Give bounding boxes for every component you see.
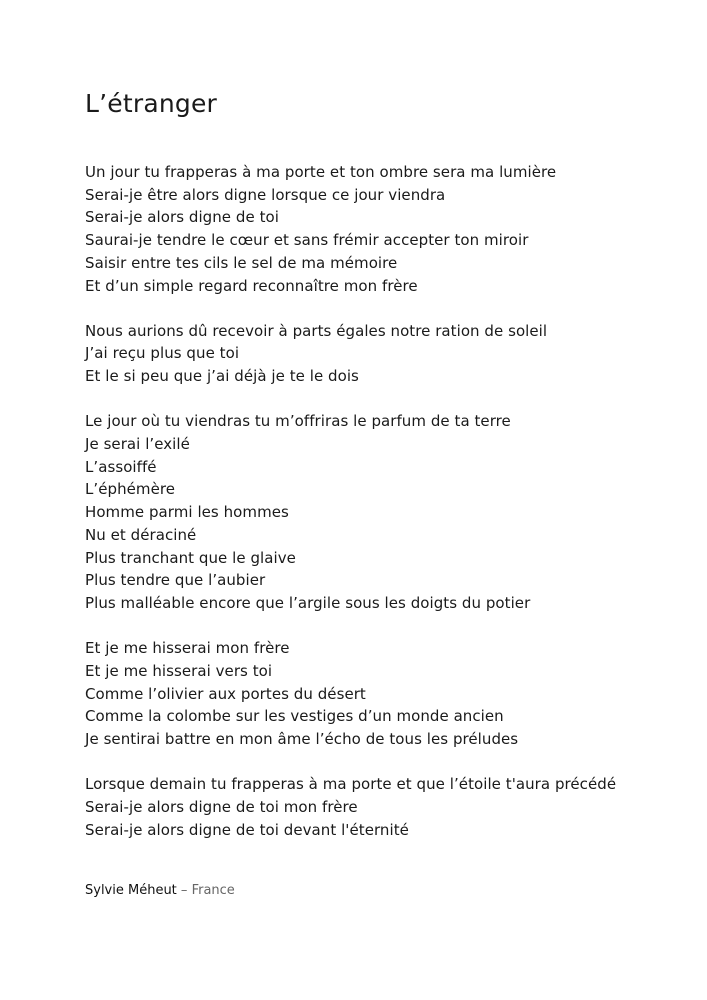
poem-line: Plus malléable encore que l’argile sous les doigts du potier <box>85 593 531 612</box>
poem-line: Et le si peu que j’ai déjà je te le dois <box>85 367 359 386</box>
poem-line: Et je me hisserai vers toi <box>85 661 273 680</box>
poem-body <box>85 161 695 864</box>
poem-line: Je serai l’exilé <box>85 435 190 454</box>
stanza <box>85 773 695 841</box>
poem-line: Comme l’olivier aux portes du désert <box>85 684 366 703</box>
poem-line: Plus tranchant que le glaive <box>85 548 296 567</box>
poem-line: Saisir entre tes cils le sel de ma mémoire <box>85 253 398 272</box>
stanza <box>85 161 695 297</box>
signature-separator: – <box>180 883 188 898</box>
poem-line: Nous aurions dû recevoir à parts égales notre ration de soleil <box>85 321 548 340</box>
poem-line: Nu et déraciné <box>85 525 197 544</box>
author-country: France <box>191 883 235 898</box>
stanza <box>85 637 695 751</box>
poem-title: L’étranger <box>85 89 218 118</box>
poem-line: L’assoiffé <box>85 457 157 476</box>
poem-line: Serai-je alors digne de toi <box>85 208 279 227</box>
poem-line: J’ai reçu plus que toi <box>85 344 240 363</box>
poem-line: Serai-je alors digne de toi mon frère <box>85 797 358 816</box>
stanza <box>85 320 695 388</box>
poem-line: Homme parmi les hommes <box>85 503 289 522</box>
poem-line: Serai-je alors digne de toi devant l'éternité <box>85 820 409 839</box>
signature <box>85 881 235 901</box>
poem-line: Et d’un simple regard reconnaître mon frère <box>85 276 418 295</box>
poem-line: Plus tendre que l’aubier <box>85 571 266 590</box>
poem-line: Serai-je être alors digne lorsque ce jour viendra <box>85 185 446 204</box>
poem-line: L’éphémère <box>85 480 176 499</box>
poem-line: Saurai-je tendre le cœur et sans frémir accepter ton miroir <box>85 231 529 250</box>
poem-line: Un jour tu frapperas à ma porte et ton ombre sera ma lumière <box>85 163 557 181</box>
stanza <box>85 410 695 614</box>
poem-line: Et je me hisserai mon frère <box>85 639 290 658</box>
poem-line: Lorsque demain tu frapperas à ma porte et que l’étoile t'aura précédé <box>85 775 617 794</box>
poem-line: Comme la colombe sur les vestiges d’un monde ancien <box>85 707 504 726</box>
author-name: Sylvie Méheut <box>85 883 177 898</box>
poem-line: Le jour où tu viendras tu m’offriras le parfum de ta terre <box>85 412 511 431</box>
poem-line: Je sentirai battre en mon âme l’écho de tous les préludes <box>85 729 519 748</box>
